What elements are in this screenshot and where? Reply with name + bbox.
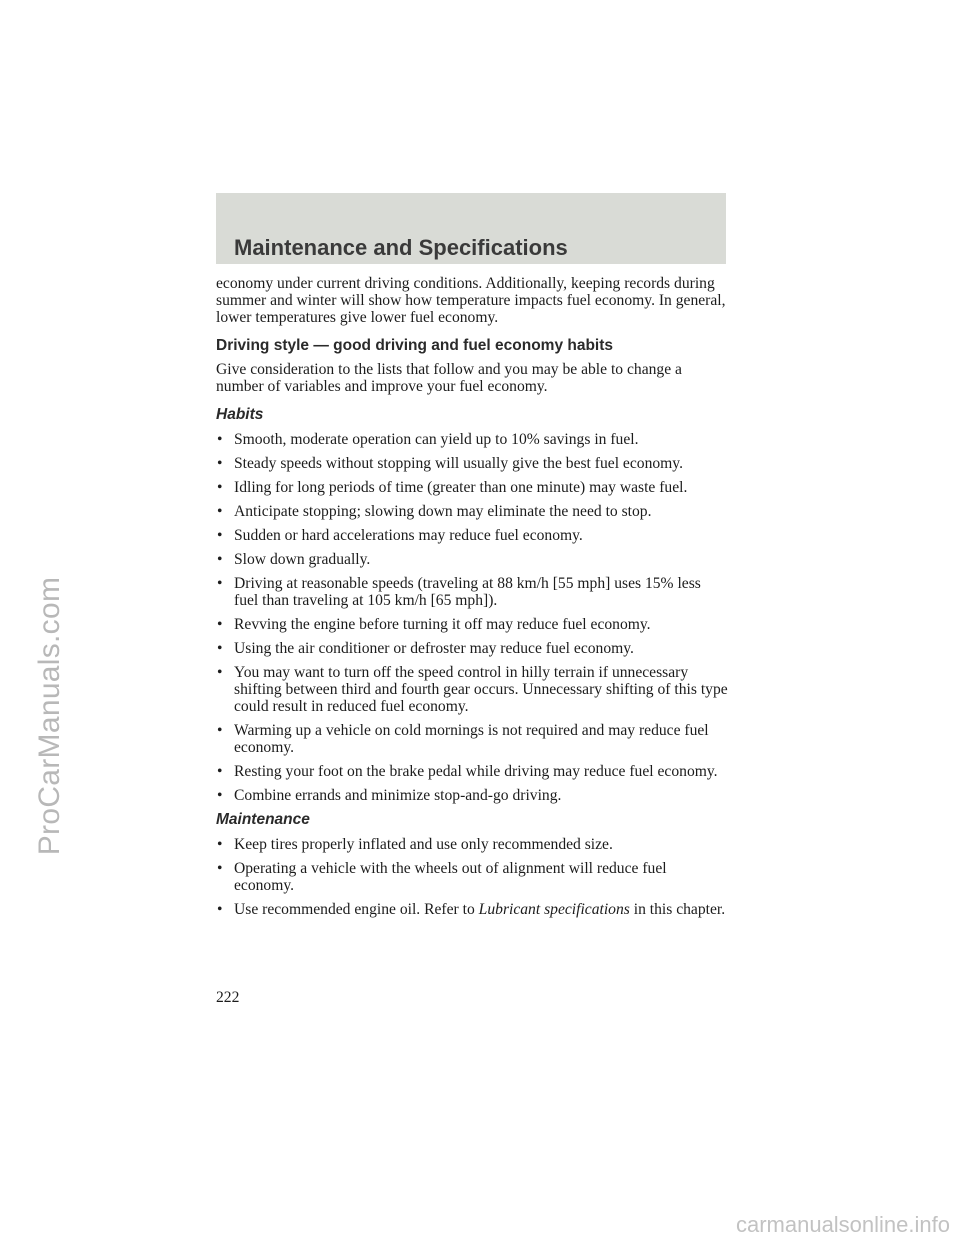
- habits-heading: Habits: [216, 406, 264, 423]
- bullet-icon: •: [217, 763, 223, 780]
- bullet-icon: •: [217, 901, 223, 918]
- driving-style-heading: Driving style — good driving and fuel economy habits: [216, 337, 614, 354]
- list-item: [216, 551, 728, 568]
- bullet-icon: •: [217, 431, 223, 448]
- page-number: 222: [216, 989, 240, 1006]
- bullet-icon: •: [217, 664, 223, 681]
- bullet-icon: •: [217, 787, 223, 804]
- list-item: [216, 616, 728, 633]
- bullet-icon: •: [217, 640, 223, 657]
- habits-list: [216, 431, 728, 804]
- side-watermark-text: ProCarManuals.com: [33, 576, 66, 856]
- bullet-icon: •: [217, 479, 223, 496]
- bullet-icon: •: [217, 722, 223, 739]
- page-content: [216, 275, 728, 925]
- maintenance-heading: Maintenance: [216, 811, 310, 828]
- page-title: Maintenance and Specifications: [234, 235, 568, 260]
- list-item-text: Revving the engine before turning it off may reduce fuel economy.: [234, 616, 651, 633]
- list-item: [216, 431, 728, 448]
- list-item-text: Slow down gradually.: [234, 551, 371, 568]
- intro-paragraph: economy under current driving conditions. Additionally, keeping records during summer and winter will show how temperature impacts fuel economy. In general, lower temperatures give lower fuel economy.: [216, 275, 726, 326]
- list-item: [216, 527, 728, 544]
- list-item-text: Warming up a vehicle on cold mornings is not required and may reduce fuel economy.: [234, 722, 709, 756]
- list-item: [216, 575, 728, 609]
- bullet-icon: •: [217, 527, 223, 544]
- bullet-icon: •: [217, 860, 223, 877]
- list-item-text: Combine errands and minimize stop-and-go driving.: [234, 787, 562, 804]
- list-item: [216, 901, 728, 918]
- driving-style-paragraph: Give consideration to the lists that follow and you may be able to change a number of variables and improve your fuel economy.: [216, 361, 682, 395]
- bullet-icon: •: [217, 455, 223, 472]
- list-item: [216, 640, 728, 657]
- list-item-text: Driving at reasonable speeds (traveling at 88 km/h [55 mph] uses 15% less fuel than traveling at 105 km/h [65 mph]).: [234, 575, 701, 609]
- bottom-watermark: carmanualsonline.info: [735, 1212, 950, 1237]
- oil-item-text-after: in this chapter.: [633, 901, 726, 918]
- list-item-text: Operating a vehicle with the wheels out of alignment will reduce fuel economy.: [234, 860, 667, 894]
- list-item-text: Keep tires properly inflated and use only recommended size.: [234, 836, 613, 853]
- oil-item-text-before: Use recommended engine oil. Refer to: [234, 901, 475, 918]
- list-item: [216, 836, 728, 853]
- list-item: [216, 455, 728, 472]
- list-item-text: Sudden or hard accelerations may reduce fuel economy.: [234, 527, 583, 544]
- bullet-icon: •: [217, 551, 223, 568]
- lubricant-specifications-reference: Lubricant specifications: [478, 901, 630, 918]
- bullet-icon: •: [217, 836, 223, 853]
- section-header-band: [216, 193, 726, 264]
- bullet-icon: •: [217, 503, 223, 520]
- bullet-icon: •: [217, 616, 223, 633]
- list-item: [216, 664, 728, 715]
- maintenance-list: [216, 836, 728, 918]
- list-item-text: Idling for long periods of time (greater than one minute) may waste fuel.: [234, 479, 688, 496]
- bullet-icon: •: [217, 575, 223, 592]
- list-item: [216, 722, 728, 756]
- list-item-text: Steady speeds without stopping will usually give the best fuel economy.: [234, 455, 683, 472]
- list-item-text: Resting your foot on the brake pedal while driving may reduce fuel economy.: [234, 763, 718, 780]
- list-item-text: Using the air conditioner or defroster may reduce fuel economy.: [234, 640, 634, 657]
- list-item: [216, 787, 728, 804]
- list-item: [216, 503, 728, 520]
- list-item: [216, 479, 728, 496]
- side-watermark: [6, 0, 66, 1242]
- list-item-text: Smooth, moderate operation can yield up to 10% savings in fuel.: [234, 431, 639, 448]
- list-item-text: You may want to turn off the speed control in hilly terrain if unnecessary shifting between third and fourth gear occurs. Unnecessary shifting of this type could result in reduced fuel economy.: [234, 664, 728, 715]
- list-item: [216, 860, 728, 894]
- list-item-text: Anticipate stopping; slowing down may eliminate the need to stop.: [234, 503, 652, 520]
- list-item: [216, 763, 728, 780]
